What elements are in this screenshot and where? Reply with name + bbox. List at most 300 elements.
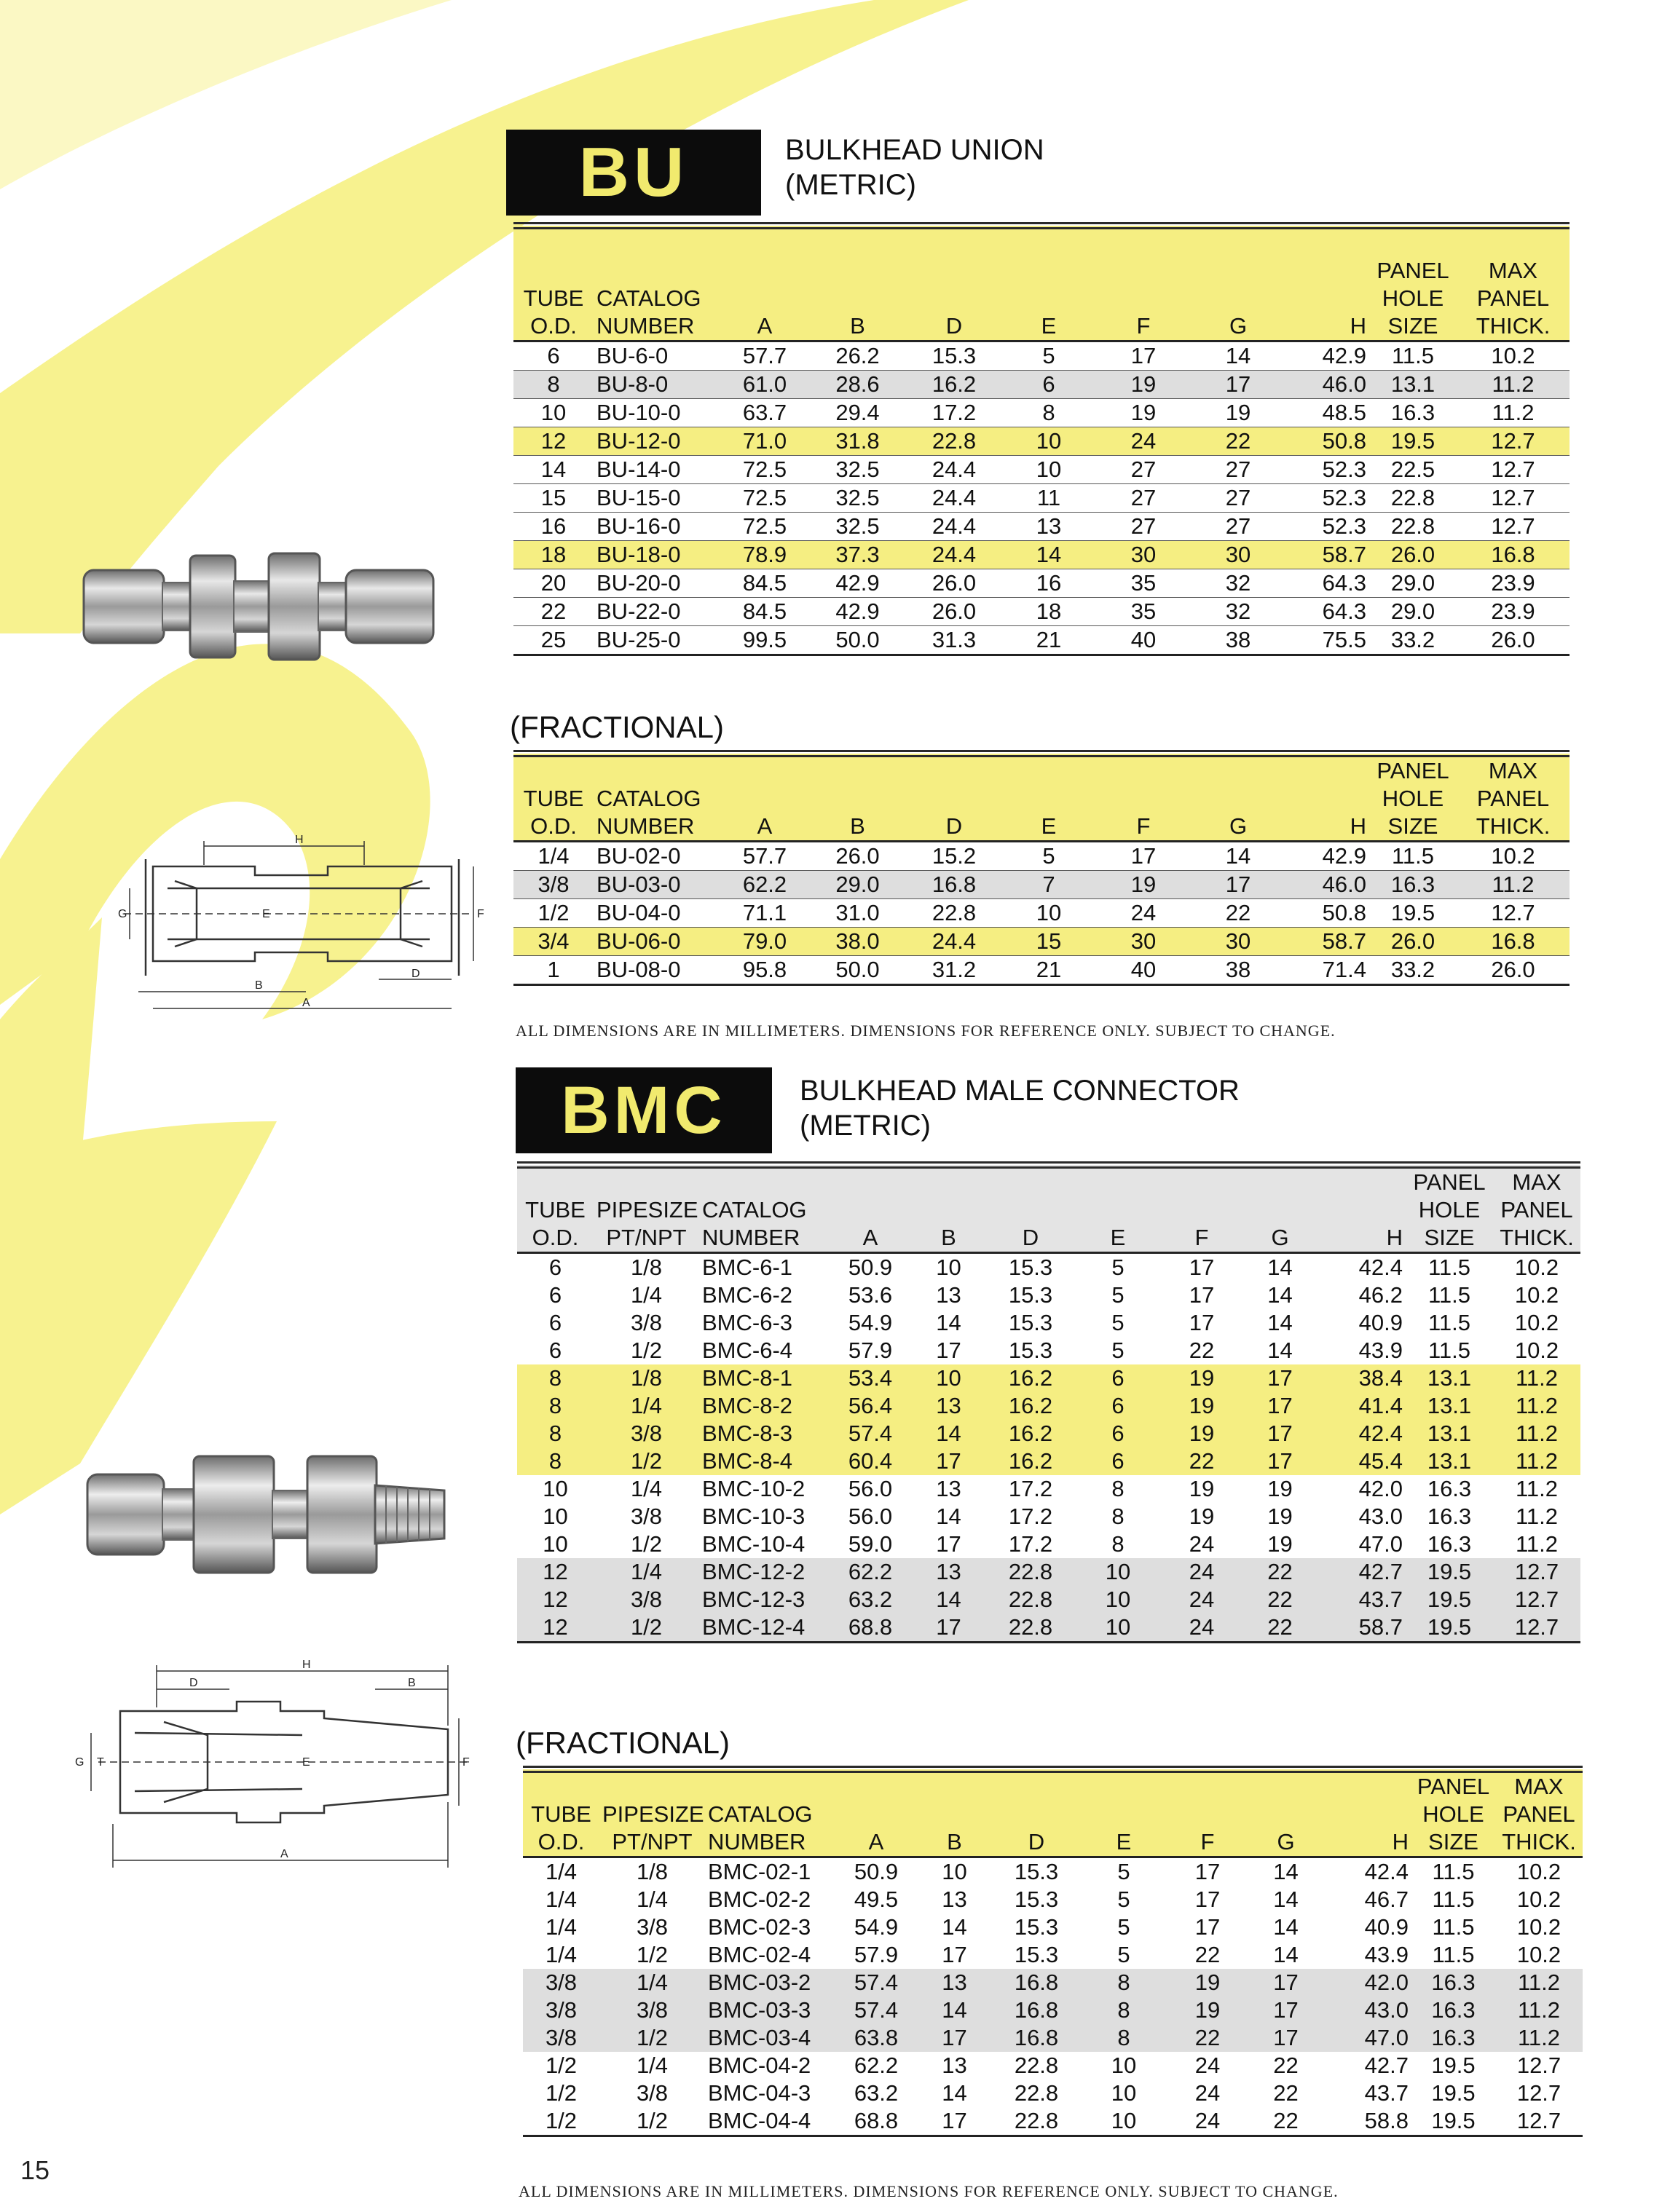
header-text: PT/NPT	[606, 1225, 687, 1250]
table-cell: 29.0	[1369, 569, 1457, 598]
col-e: E	[1041, 813, 1057, 839]
col-a: A	[868, 1829, 884, 1854]
table-cell: BU-02-0	[594, 842, 721, 871]
drawing-label-g: G	[75, 1756, 84, 1769]
table-cell: BU-08-0	[594, 956, 721, 985]
table-cell: 11.2	[1515, 1476, 1559, 1501]
table-cell: 17	[1267, 1393, 1293, 1418]
table-cell: 40.9	[1364, 1914, 1409, 1940]
table-cell: 19	[1267, 1476, 1293, 1501]
table-cell: 17	[1273, 1997, 1299, 2023]
col-catalog	[594, 754, 721, 842]
table-cell: 16.2	[907, 371, 1001, 399]
col-max-panel-thick	[1495, 1769, 1583, 1857]
bu-title-line1: BULKHEAD UNION	[785, 134, 1044, 166]
table-cell: 6	[1111, 1421, 1125, 1446]
header-text: CATALOG	[596, 786, 701, 811]
table-cell: BMC-02-4	[708, 1942, 811, 1967]
table-cell: 12	[543, 1559, 568, 1584]
table-cell: 62.2	[721, 871, 808, 899]
table-cell: 24	[1189, 1614, 1215, 1640]
drawing-label-g: G	[118, 908, 127, 920]
table-cell: 14	[513, 456, 594, 484]
header-text: HOLE	[1422, 1801, 1484, 1827]
table-cell: 19	[1189, 1365, 1215, 1391]
header-text: TUBE	[523, 786, 584, 811]
table-cell: 32	[1191, 569, 1285, 598]
table-cell: 11	[1001, 484, 1096, 513]
table-cell: 22	[1194, 2025, 1221, 2050]
header-text: THICK.	[1500, 1225, 1574, 1250]
table-cell: 68.8	[854, 2108, 899, 2133]
col-max-panel-thick	[1457, 226, 1570, 341]
table-cell: 48.5	[1285, 399, 1369, 427]
table-cell: 17	[1191, 871, 1285, 899]
drawing-label-d: D	[189, 1677, 198, 1689]
table-row	[513, 626, 1570, 655]
bulkhead-union-drawing	[109, 830, 488, 1019]
table-cell: 10	[543, 1531, 568, 1557]
table-cell: 15.3	[1008, 1310, 1053, 1335]
table-cell: 22	[1189, 1338, 1215, 1363]
table-cell: 28.6	[808, 371, 907, 399]
table-cell: 1/2	[545, 2108, 578, 2133]
table-cell: BMC-12-4	[702, 1614, 806, 1640]
header-text: PANEL	[1417, 1774, 1490, 1799]
table-cell: 19.5	[1431, 2108, 1476, 2133]
bmc-title-line2: (METRIC)	[800, 1110, 931, 1142]
table-row	[513, 399, 1570, 427]
table-cell: 16.2	[1008, 1421, 1053, 1446]
header-text: PIPESIZE	[602, 1801, 704, 1827]
table-cell: 19	[1096, 371, 1191, 399]
table-cell: 11.5	[1432, 1914, 1475, 1940]
table-cell: 10.2	[1514, 1310, 1559, 1335]
table-cell: 24	[1189, 1559, 1215, 1584]
table-cell: 72.5	[721, 456, 808, 484]
table-cell: BMC-12-3	[702, 1587, 806, 1612]
header-text: TUBE	[531, 1801, 591, 1827]
table-cell: 22.8	[1014, 2053, 1059, 2078]
table-cell: 42.9	[808, 569, 907, 598]
table-cell: 3/8	[545, 2025, 578, 2050]
table-cell: 8	[1111, 1504, 1125, 1529]
table-cell: 52.3	[1285, 513, 1369, 541]
header-text: TUBE	[523, 285, 584, 311]
bmc-fractional-title: (FRACTIONAL)	[516, 1726, 730, 1760]
table-cell: 45.4	[1358, 1448, 1403, 1474]
table-cell: 14	[1273, 1887, 1299, 1912]
table-cell: 14	[936, 1504, 961, 1529]
bu-metric-body	[513, 341, 1570, 655]
table-cell: 17	[936, 1614, 961, 1640]
table-cell: 6	[513, 341, 594, 371]
table-cell: 50.9	[854, 1859, 899, 1884]
table-cell: 3/8	[630, 1587, 663, 1612]
table-cell: 30	[1096, 541, 1191, 569]
table-cell: 3/8	[636, 1997, 669, 2023]
table-cell: 17.2	[1008, 1476, 1053, 1501]
table-cell: BU-22-0	[594, 598, 721, 626]
table-cell: 23.9	[1457, 598, 1570, 626]
drawing-label-e: E	[302, 1756, 310, 1769]
page-number: 15	[20, 2155, 50, 2185]
table-cell: 24	[1194, 2108, 1221, 2133]
table-row	[523, 2024, 1583, 2052]
table-cell: BU-18-0	[594, 541, 721, 569]
table-cell: 22.8	[1369, 513, 1457, 541]
table-cell: 42.9	[1285, 341, 1369, 371]
table-cell: 30	[1191, 541, 1285, 569]
table-cell: 17	[1189, 1255, 1215, 1280]
table-row	[513, 928, 1570, 956]
table-cell: BMC-6-4	[702, 1338, 793, 1363]
table-cell: 19.5	[1431, 2080, 1476, 2106]
table-cell: 22	[1267, 1587, 1293, 1612]
col-a: A	[757, 313, 773, 339]
table-cell: 1/2	[630, 1448, 663, 1474]
drawing-label-d: D	[411, 968, 420, 980]
table-cell: 10.2	[1516, 1942, 1561, 1967]
table-cell: 16.8	[1014, 1997, 1059, 2023]
table-cell: 72.5	[721, 484, 808, 513]
col-d: D	[1022, 1225, 1039, 1250]
table-cell: 10	[513, 399, 594, 427]
bu-metric-table	[513, 222, 1570, 656]
table-cell: 35	[1096, 569, 1191, 598]
col-d: D	[945, 813, 963, 839]
table-cell: BMC-03-4	[708, 2025, 811, 2050]
table-cell: 12.7	[1457, 513, 1570, 541]
table-cell: 75.5	[1285, 626, 1369, 655]
table-cell: 17	[942, 2025, 967, 2050]
col-panel-hole-size	[1369, 754, 1457, 842]
table-cell: 11.2	[1515, 1393, 1559, 1418]
table-cell: BU-14-0	[594, 456, 721, 484]
table-row	[517, 1530, 1580, 1558]
table-row	[517, 1420, 1580, 1447]
table-row	[523, 2052, 1583, 2079]
table-cell: BU-6-0	[594, 341, 721, 371]
table-cell: 19.5	[1427, 1614, 1472, 1640]
table-cell: 1/2	[636, 2025, 669, 2050]
table-cell: 5	[1001, 341, 1096, 371]
header-text: PANEL	[1503, 1801, 1575, 1827]
table-cell: 17.2	[1008, 1504, 1053, 1529]
header-text: THICK.	[1502, 1829, 1576, 1854]
table-cell: 14	[1267, 1255, 1293, 1280]
table-cell: 1/2	[545, 2080, 578, 2106]
table-cell: 42.0	[1358, 1476, 1403, 1501]
table-cell: 8	[548, 1448, 562, 1474]
table-cell: 1/2	[630, 1531, 663, 1557]
table-cell: 57.9	[848, 1338, 893, 1363]
table-cell: 19	[1267, 1531, 1293, 1557]
table-cell: 5	[1111, 1282, 1125, 1308]
table-cell: BMC-8-1	[702, 1365, 793, 1391]
table-cell: 84.5	[721, 569, 808, 598]
table-cell: 1/4	[545, 1942, 578, 1967]
table-cell: 17	[1189, 1282, 1215, 1308]
table-cell: 13	[942, 1887, 967, 1912]
table-cell: 17	[942, 2108, 967, 2133]
table-cell: BMC-8-3	[702, 1421, 793, 1446]
table-cell: 19	[1096, 399, 1191, 427]
col-g: G	[1229, 813, 1248, 839]
table-cell: 23.9	[1457, 569, 1570, 598]
table-cell: 11.5	[1427, 1310, 1471, 1335]
table-cell: 14	[942, 1914, 967, 1940]
table-cell: 6	[548, 1338, 562, 1363]
header-text: PANEL	[1476, 786, 1550, 811]
table-cell: BU-03-0	[594, 871, 721, 899]
table-cell: 17	[1273, 1970, 1299, 1995]
table-cell: BU-15-0	[594, 484, 721, 513]
col-tube-od	[517, 1165, 594, 1253]
table-cell: 43.7	[1358, 1587, 1403, 1612]
table-cell: 24	[1189, 1531, 1215, 1557]
table-cell: BMC-04-4	[708, 2108, 811, 2133]
table-cell: 1/4	[636, 1887, 669, 1912]
table-cell: 11.2	[1517, 1970, 1561, 1995]
drawing-label-h: H	[295, 834, 304, 846]
bmc-fractional-body	[523, 1857, 1583, 2136]
table-row	[517, 1475, 1580, 1503]
table-cell: 17.2	[907, 399, 1001, 427]
table-cell: 35	[1096, 598, 1191, 626]
table-cell: 17	[1194, 1859, 1221, 1884]
table-cell: 27	[1191, 484, 1285, 513]
table-cell: 40.9	[1358, 1310, 1403, 1335]
table-cell: 31.8	[808, 427, 907, 456]
table-cell: 1/4	[636, 1970, 669, 1995]
table-row	[517, 1392, 1580, 1420]
header-text: SIZE	[1424, 1225, 1475, 1250]
table-cell: BMC-10-3	[702, 1504, 806, 1529]
header-text: HOLE	[1382, 285, 1444, 311]
table-cell: BMC-8-4	[702, 1448, 793, 1474]
table-cell: 19	[1189, 1476, 1215, 1501]
table-cell: BMC-02-2	[708, 1887, 811, 1912]
table-cell: 17	[936, 1338, 961, 1363]
header-text: THICK.	[1476, 313, 1551, 339]
table-cell: 57.7	[721, 341, 808, 371]
table-cell: 10	[1105, 1587, 1131, 1612]
table-cell: 71.0	[721, 427, 808, 456]
table-cell: 42.4	[1358, 1255, 1403, 1280]
table-cell: 3/8	[545, 1997, 578, 2023]
table-cell: 19.5	[1427, 1559, 1472, 1584]
table-cell: 22.8	[907, 899, 1001, 928]
table-cell: 13	[942, 2053, 967, 2078]
table-cell: 19	[1267, 1504, 1293, 1529]
table-cell: 1	[513, 956, 594, 985]
table-cell: 22	[1191, 899, 1285, 928]
table-cell: 50.8	[1285, 427, 1369, 456]
table-cell: 15.3	[1014, 1942, 1059, 1967]
table-cell: 41.4	[1358, 1393, 1403, 1418]
col-catalog	[594, 226, 721, 341]
table-cell: 13.1	[1427, 1393, 1472, 1418]
table-row	[523, 2107, 1583, 2136]
table-cell: 17	[1194, 1914, 1221, 1940]
table-cell: 27	[1191, 513, 1285, 541]
table-cell: BU-20-0	[594, 569, 721, 598]
table-cell: 19	[1194, 1970, 1221, 1995]
table-cell: 61.0	[721, 371, 808, 399]
table-cell: 56.0	[848, 1504, 893, 1529]
table-cell: 8	[1001, 399, 1096, 427]
col-b: B	[941, 1225, 956, 1250]
table-cell: 17	[1267, 1448, 1293, 1474]
col-catalog	[699, 1165, 830, 1253]
table-cell: 8	[1111, 1476, 1125, 1501]
drawing-label-f: F	[462, 1756, 470, 1769]
drawing-label-b: B	[255, 979, 263, 992]
table-cell: 26.0	[808, 842, 907, 871]
table-cell: 11.2	[1517, 2025, 1561, 2050]
bmc-tag	[516, 1067, 772, 1153]
table-cell: BU-16-0	[594, 513, 721, 541]
table-cell: 16.3	[1431, 1970, 1476, 1995]
table-cell: BMC-04-2	[708, 2053, 811, 2078]
table-cell: 10	[1111, 2108, 1137, 2133]
table-cell: 13	[936, 1476, 961, 1501]
table-cell: 1/4	[630, 1282, 663, 1308]
table-cell: 57.4	[848, 1421, 893, 1446]
table-cell: 8	[1111, 1531, 1125, 1557]
table-cell: 54.9	[848, 1310, 893, 1335]
table-cell: 57.7	[721, 842, 808, 871]
table-cell: 46.2	[1358, 1282, 1403, 1308]
table-cell: 26.0	[907, 598, 1001, 626]
table-cell: 60.4	[848, 1448, 893, 1474]
header-text: CATALOG	[708, 1801, 813, 1827]
table-cell: 12.7	[1516, 2053, 1561, 2078]
table-cell: 11.5	[1427, 1282, 1471, 1308]
table-cell: 42.9	[1285, 842, 1369, 871]
bu-note: ALL DIMENSIONS ARE IN MILLIMETERS. DIMENSIONS FOR REFERENCE ONLY. SUBJECT TO CHANGE.	[516, 1022, 1336, 1040]
table-cell: 3/8	[630, 1421, 663, 1446]
table-cell: 42.4	[1358, 1421, 1403, 1446]
table-cell: 50.8	[1285, 899, 1369, 928]
table-cell: 3/8	[630, 1504, 663, 1529]
table-cell: 16.8	[1014, 1970, 1059, 1995]
col-tube-od	[513, 226, 594, 341]
table-cell: 5	[1111, 1255, 1125, 1280]
bulkhead-male-connector-drawing	[69, 1649, 477, 1875]
table-cell: 38.0	[808, 928, 907, 956]
table-cell: 7	[1001, 871, 1096, 899]
table-cell: 11.5	[1369, 341, 1457, 371]
table-cell: 16.3	[1369, 399, 1457, 427]
header-text: HOLE	[1382, 786, 1444, 811]
table-cell: 27	[1096, 513, 1191, 541]
table-row	[517, 1503, 1580, 1530]
table-row	[517, 1281, 1580, 1309]
table-cell: 59.0	[848, 1531, 893, 1557]
table-cell: 1/4	[545, 1887, 578, 1912]
table-cell: 19	[1096, 871, 1191, 899]
drawing-label-b: B	[408, 1677, 416, 1689]
table-cell: BMC-8-2	[702, 1393, 793, 1418]
col-f: F	[1136, 313, 1151, 339]
table-row	[523, 1996, 1583, 2024]
header-text: NUMBER	[596, 313, 695, 339]
table-cell: 57.9	[854, 1942, 899, 1967]
table-row	[513, 513, 1570, 541]
table-cell: 12.7	[1457, 427, 1570, 456]
table-cell: 27	[1096, 456, 1191, 484]
bu-fractional-body	[513, 842, 1570, 985]
table-cell: 15.3	[907, 341, 1001, 371]
table-cell: 58.7	[1285, 928, 1369, 956]
table-cell: 11.2	[1457, 371, 1570, 399]
table-cell: 95.8	[721, 956, 808, 985]
table-cell: 1/4	[636, 2053, 669, 2078]
table-cell: 52.3	[1285, 456, 1369, 484]
table-cell: BU-25-0	[594, 626, 721, 655]
header-text: MAX	[1512, 1169, 1561, 1195]
header-text: PANEL	[1500, 1197, 1573, 1222]
col-f: F	[1136, 813, 1151, 839]
table-cell: 79.0	[721, 928, 808, 956]
table-cell: 17	[1189, 1310, 1215, 1335]
table-cell: 42.0	[1364, 1970, 1409, 1995]
table-cell: 17	[936, 1448, 961, 1474]
table-cell: 13.1	[1427, 1421, 1472, 1446]
drawing-label-a: A	[302, 997, 310, 1009]
table-cell: 13	[936, 1393, 961, 1418]
table-cell: 22	[1267, 1614, 1293, 1640]
table-cell: 16.3	[1427, 1504, 1472, 1529]
col-h: H	[1350, 313, 1366, 339]
table-cell: 10	[1105, 1614, 1131, 1640]
table-cell: 11.5	[1432, 1859, 1475, 1884]
header-text: O.D.	[537, 1829, 585, 1854]
table-cell: 31.0	[808, 899, 907, 928]
table-cell: 22	[1273, 2053, 1299, 2078]
table-cell: 22.8	[1008, 1614, 1053, 1640]
table-cell: 22	[513, 598, 594, 626]
table-cell: 3/8	[636, 1914, 669, 1940]
table-cell: 26.0	[1369, 928, 1457, 956]
table-cell: 6	[1001, 371, 1096, 399]
table-cell: 15.3	[1014, 1887, 1059, 1912]
table-cell: BU-8-0	[594, 371, 721, 399]
table-cell: 11.2	[1515, 1448, 1559, 1474]
table-cell: 16.3	[1431, 1997, 1476, 2023]
table-cell: 10.2	[1516, 1887, 1561, 1912]
col-b: B	[850, 813, 865, 839]
header-text: SIZE	[1387, 313, 1438, 339]
table-row	[513, 456, 1570, 484]
table-cell: 19.5	[1427, 1587, 1472, 1612]
table-row	[523, 2079, 1583, 2107]
col-a: A	[862, 1225, 878, 1250]
table-cell: 26.0	[1457, 956, 1570, 985]
bu-tag-text: BU	[578, 133, 689, 211]
table-row	[517, 1337, 1580, 1364]
table-cell: 37.3	[808, 541, 907, 569]
table-row	[517, 1253, 1580, 1282]
table-cell: 10	[1111, 2080, 1137, 2106]
col-d: D	[1028, 1829, 1045, 1854]
table-cell: 11.5	[1427, 1255, 1471, 1280]
table-cell: 62.2	[848, 1559, 893, 1584]
table-cell: 30	[1096, 928, 1191, 956]
table-cell: 1/4	[630, 1393, 663, 1418]
